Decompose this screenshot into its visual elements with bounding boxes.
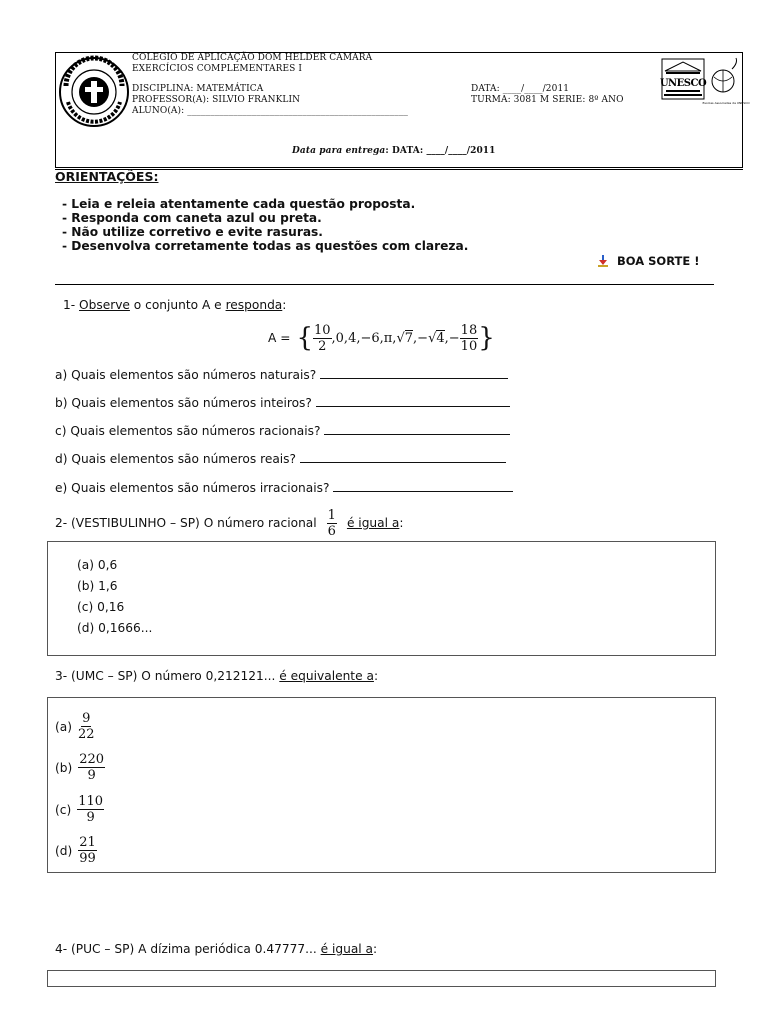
q1-colon: : <box>282 298 287 312</box>
delivery-value: : DATA: ____/____/2011 <box>385 146 496 156</box>
q3-option-d-den: 99 <box>79 851 96 866</box>
set-a-expression <box>268 320 495 356</box>
q3-option-a-fraction <box>78 712 95 741</box>
q3-option-c[interactable] <box>55 795 104 824</box>
orientations-title: ORIENTAÇÕES: <box>55 169 159 184</box>
answer-line[interactable] <box>324 422 510 435</box>
q3-option-a-num: 9 <box>82 711 91 726</box>
q2-option-a[interactable]: (a) 0,6 <box>77 558 118 572</box>
q2-fraction-den: 6 <box>327 523 336 539</box>
delivery-label: Data para entrega <box>292 146 386 156</box>
set-fraction-1 <box>313 324 332 353</box>
set-sep: ,− <box>413 330 429 346</box>
q3-option-a-label: (a) <box>55 719 72 734</box>
set-fraction-2-den: 10 <box>460 338 478 354</box>
unesco-logo-icon <box>659 55 750 107</box>
set-fraction-1-den: 2 <box>318 338 327 354</box>
good-luck <box>597 254 699 268</box>
q1-item-a-text: a) Quais elementos são números naturais? <box>55 368 317 382</box>
brace-left-icon: { <box>296 323 313 353</box>
professor: PROFESSOR(A): SILVIO FRANKLIN <box>132 95 301 105</box>
q3-option-c-den: 9 <box>86 810 95 825</box>
q2-option-c[interactable]: (c) 0,16 <box>77 600 125 614</box>
q3-option-a[interactable] <box>55 712 95 741</box>
pointer-arrow-icon <box>597 255 609 267</box>
document-title: EXERCÍCIOS COMPLEMENTARES I <box>132 64 302 74</box>
orientations-list <box>62 197 468 253</box>
q3-option-d-label: (d) <box>55 843 73 858</box>
school-name: COLEGIO DE APLICAÇÃO DOM HELDER CAMARA <box>132 53 373 63</box>
set-label: A = <box>268 331 291 345</box>
set-fraction-1-num: 10 <box>313 322 331 338</box>
q3-prefix: 3- (UMC – SP) O número 0,212121... <box>55 669 280 683</box>
q1-item-e <box>55 479 513 495</box>
q1-observe: Observe <box>79 298 130 312</box>
q3-option-d[interactable] <box>55 836 97 865</box>
q3-option-b-num: 220 <box>79 752 105 767</box>
brace-right-icon: } <box>478 323 495 353</box>
q4-colon: : <box>373 942 378 956</box>
q3-option-b[interactable] <box>55 753 105 782</box>
answer-line[interactable] <box>333 479 513 492</box>
q2-colon: : <box>399 516 404 530</box>
q4-options-box <box>47 970 716 987</box>
set-sqrt4: 4 <box>436 331 445 346</box>
set-middle: ,0,4,−6,π, <box>331 330 397 346</box>
q3-option-c-fraction <box>77 795 104 824</box>
q2-options <box>77 555 152 639</box>
answer-line[interactable] <box>300 450 506 463</box>
discipline: DISCIPLINA: MATEMÁTICA <box>132 84 264 94</box>
q1-item-c <box>55 422 510 438</box>
section-divider <box>55 284 714 285</box>
q2-fraction-num: 1 <box>327 507 336 523</box>
q3-option-b-label: (b) <box>55 760 73 775</box>
sqrt-icon: √ <box>428 330 437 346</box>
set-sep-2: ,− <box>444 330 460 346</box>
q2-prefix: 2- (VESTIBULINHO – SP) O número racional <box>55 516 317 530</box>
q1-item-b-text: b) Quais elementos são números inteiros? <box>55 396 312 410</box>
q3-option-d-fraction <box>78 836 97 865</box>
q3-options-box <box>47 697 716 873</box>
q3-colon: : <box>373 669 379 683</box>
delivery-date[interactable] <box>292 146 496 157</box>
q1-item-d <box>55 450 506 466</box>
q4-prefix: 4- (PUC – SP) A dízima periódica 0.47777... <box>55 942 321 956</box>
unesco-caption: Escolas Associadas da UNESCO <box>702 101 750 105</box>
unesco-wordmark: UNESCO <box>659 78 707 89</box>
sqrt-icon: √ <box>396 330 405 346</box>
set-sqrt7: 7 <box>404 331 414 346</box>
q3-option-c-num: 110 <box>78 794 104 809</box>
question-2-title <box>55 506 403 540</box>
q3-option-a-den: 22 <box>77 727 95 742</box>
q2-option-b[interactable]: (b) 1,6 <box>77 579 118 593</box>
q2-suffix: é igual a <box>346 516 400 530</box>
q4-suffix: é igual a <box>320 942 374 956</box>
q2-option-d[interactable]: (d) 0,1666... <box>77 621 153 635</box>
q1-number: 1- <box>63 298 80 312</box>
question-4-title <box>55 942 377 956</box>
answer-line[interactable] <box>316 394 510 407</box>
answer-line[interactable] <box>320 366 508 379</box>
q3-option-b-den: 9 <box>87 768 96 783</box>
q3-option-b-fraction <box>78 753 105 782</box>
q1-item-e-text: e) Quais elementos são números irracionais? <box>55 481 330 495</box>
set-fraction-2 <box>460 324 479 353</box>
q1-item-c-text: c) Quais elementos são números racionais? <box>55 424 321 438</box>
orientation-item: - Leia e releia atentamente cada questão proposta. <box>62 197 416 211</box>
orientation-item: - Responda com caneta azul ou preta. <box>62 211 322 225</box>
good-luck-text: BOA SORTE ! <box>617 254 700 268</box>
q1-item-d-text: d) Quais elementos são números reais? <box>55 452 297 466</box>
q3-option-d-num: 21 <box>79 835 96 850</box>
q1-item-a <box>55 366 508 382</box>
q1-mid: o conjunto A e <box>129 298 226 312</box>
q1-respond: responda <box>225 298 283 312</box>
q1-item-b <box>55 394 510 410</box>
orientation-item: - Desenvolva corretamente todas as questões com clareza. <box>62 239 469 253</box>
date-field[interactable]: DATA: ____/____/2011 <box>471 84 570 94</box>
question-1-title <box>63 298 286 312</box>
student-field[interactable]: ALUNO(A): ________________________________________________ <box>132 106 409 116</box>
q2-fraction <box>327 509 337 538</box>
class-info: TURMA: 3081 M SERIE: 8º ANO <box>471 95 624 105</box>
q3-option-c-label: (c) <box>55 802 72 817</box>
question-3-title <box>55 669 378 683</box>
orientation-item: - Não utilize corretivo e evite rasuras. <box>62 225 323 239</box>
school-seal-icon <box>58 56 130 128</box>
q3-suffix: é equivalente a <box>279 669 374 683</box>
set-fraction-2-num: 18 <box>460 322 478 338</box>
